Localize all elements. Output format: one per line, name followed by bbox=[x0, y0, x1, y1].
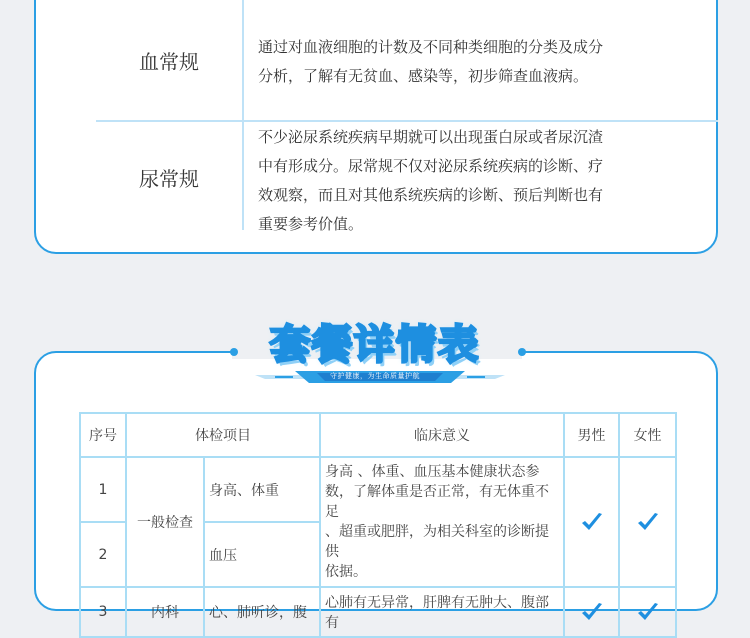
check-icon bbox=[580, 511, 604, 533]
row-item: 身高、体重 bbox=[204, 457, 320, 522]
header-male: 男性 bbox=[564, 413, 619, 457]
female-check-cell bbox=[619, 457, 676, 587]
row-category: 内科 bbox=[126, 587, 204, 637]
row-no: 1 bbox=[80, 457, 126, 522]
table-row bbox=[80, 457, 676, 522]
banner-slogan: 守护健康，为生命质量护航 bbox=[330, 372, 420, 380]
table-row bbox=[80, 587, 676, 637]
row-desc-blood: 通过对血液细胞的计数及不同种类细胞的分类及成分 分析，了解有无贫血、感染等，初步筛查血液病。 bbox=[258, 38, 604, 85]
check-icon bbox=[636, 511, 660, 533]
row-label-urine: 尿常规 bbox=[139, 167, 199, 191]
male-check-cell bbox=[564, 587, 619, 637]
header-no: 序号 bbox=[80, 413, 126, 457]
row-category: 一般检查 bbox=[126, 457, 204, 587]
row-no: 3 bbox=[80, 587, 126, 637]
row-divider bbox=[96, 120, 718, 122]
male-check-cell bbox=[564, 457, 619, 587]
header-meaning: 临床意义 bbox=[320, 413, 564, 457]
row-item: 血压 bbox=[204, 522, 320, 587]
table-header-row bbox=[80, 413, 676, 457]
column-divider bbox=[242, 0, 244, 230]
row-label-blood: 血常规 bbox=[139, 50, 199, 74]
header-item: 体检项目 bbox=[126, 413, 320, 457]
header-female: 女性 bbox=[619, 413, 676, 457]
row-no: 2 bbox=[80, 522, 126, 587]
check-icon bbox=[580, 601, 604, 623]
row-item: 心、肺听诊，腹 bbox=[204, 587, 320, 637]
female-check-cell bbox=[619, 587, 676, 637]
package-table bbox=[79, 412, 677, 638]
row-meaning: 心肺有无异常，肝脾有无肿大、腹部有 bbox=[320, 587, 564, 637]
row-meaning: 身高 、体重、血压基本健康状态参 数，了解体重是否正常，有无体重不足 、超重或肥胖，为相关科室的诊断提供 依据。 bbox=[320, 457, 564, 587]
row-desc-urine: 不少泌尿系统疾病早期就可以出现蛋白尿或者尿沉渣 中有形成分。尿常规不仅对泌尿系统疾病的诊断、疗 效观察，而且对其他系统疾病的诊断、预后判断也有 重要参考价值。 bbox=[258, 128, 604, 233]
section-title: 套餐详情表 bbox=[270, 322, 480, 368]
check-icon bbox=[636, 601, 660, 623]
section-header bbox=[0, 305, 750, 395]
